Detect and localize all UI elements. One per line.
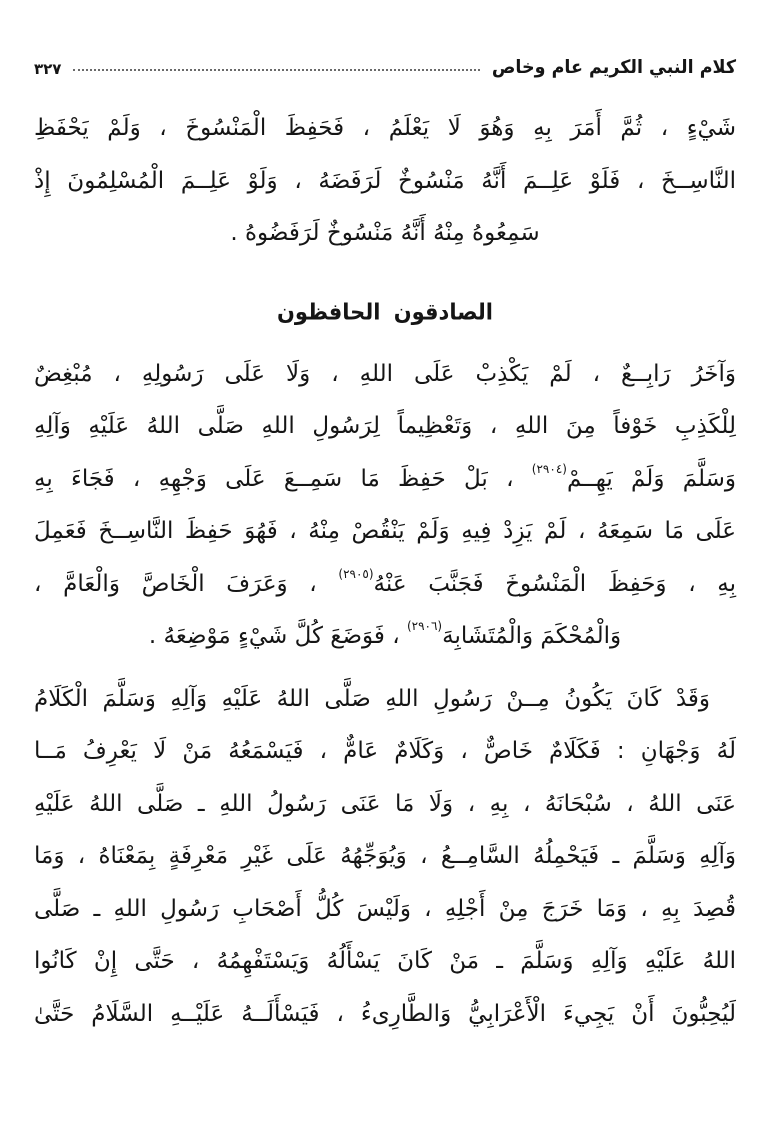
text-run: سَمِعُوهُ مِنْهُ أَنَّهُ مَنْسُوخٌ لَرَفَضُوهُ . <box>230 220 540 246</box>
text-line <box>34 453 736 506</box>
text-run: لَهُ وَجْهَانِ : فَكَلَامٌ خَاصٌّ ، وَكَلَامٌ عَامٌّ ، فَيَسْمَعُهُ مَنْ لَا يَعْرِفُ مَــا <box>34 738 736 764</box>
chapter-title: كلام النبي الكريم عام وخاص <box>491 57 736 79</box>
text-run: ، بَلْ حَفِظَ مَا سَمِــعَ عَلَى وَجْهِهِ ، فَجَاءَ بِهِ <box>34 465 532 492</box>
footnote-ref: (٢٩٠٦) <box>406 619 443 634</box>
body-text <box>34 102 736 1040</box>
footnote-ref: (٢٩٠٤) <box>531 461 567 476</box>
text-line <box>34 348 736 401</box>
text-run: وَآخَرُ رَابِــعٌ ، لَمْ يَكْذِبْ عَلَى اللهِ ، وَلَا عَلَى رَسُولِهِ ، مُبْغِضٌ <box>34 360 736 387</box>
text-run: شَيْءٍ ، ثُمَّ أَمَرَ بِهِ وَهُوَ لَا يَعْلَمُ ، فَحَفِظَ الْمَنْسُوخَ ، وَلَمْ يَحْفَظِ <box>34 115 736 141</box>
text-run: لَيُحِبُّونَ أَنْ يَجِيءَ الْأَعْرَابِيُّ وَالطَّارِىءُ ، فَيَسْأَلَــهُ عَلَيْــهِ السَّلَامُ حَتَّىٰ <box>34 1000 736 1027</box>
text-line <box>34 155 736 208</box>
dotted-leader <box>73 69 479 71</box>
text-run: اللهُ عَلَيْهِ وَآلِهِ وَسَلَّمَ ـ مَنْ كَانَ يَسْأَلُهُ وَيَسْتَفْهِمُهُ ، حَتَّى إِنْ كَانُوا <box>34 948 736 974</box>
text-run: وَقَدْ كَانَ يَكُونُ مِــنْ رَسُولِ اللهِ صَلَّى اللهُ عَلَيْهِ وَآلِهِ وَسَلَّمَ الْكَلَامُ <box>34 685 710 712</box>
page-number: ٣٢٧ <box>34 60 62 78</box>
text-line <box>34 988 736 1041</box>
text-line <box>34 610 736 663</box>
text-run: وَآلِهِ وَسَلَّمَ ـ فَيَحْمِلُهُ السَّامِــعُ ، وَيُوَجِّهُهُ عَلَى غَيْرِ مَعْرِفَةٍ بِمَعْنَاهُ ، وَمَا <box>34 843 736 869</box>
text-run: لِلْكَذِبِ خَوْفاً مِنَ اللهِ ، وَتَعْظِيماً لِرَسُولِ اللهِ صَلَّى اللهُ عَلَيْهِ وَآلِهِ <box>34 413 736 439</box>
paragraph <box>34 102 736 260</box>
text-line <box>34 883 736 936</box>
text-line <box>34 673 736 726</box>
text-run: ، وَعَرَفَ الْخَاصَّ وَالْعَامَّ ، <box>34 570 339 597</box>
text-line <box>34 400 736 453</box>
paragraph <box>34 348 736 663</box>
text-run: عَنَى اللهُ ، سُبْحَانَهُ ، بِهِ ، وَلَا مَا عَنَى رَسُولُ اللهِ ـ صَلَّى اللهُ عَلَيْهِ <box>34 790 736 817</box>
paragraph <box>34 673 736 1041</box>
text-run: وَالْمُحْكَمَ وَالْمُتَشَابِهَ <box>442 623 622 649</box>
text-run: ، فَوَضَعَ كُلَّ شَيْءٍ مَوْضِعَهُ . <box>148 623 407 649</box>
text-line <box>34 830 736 883</box>
text-run: وَسَلَّمَ وَلَمْ يَهِــمْ <box>566 465 736 492</box>
text-line <box>34 102 736 155</box>
text-run: عَلَى مَا سَمِعَهُ ، لَمْ يَزِدْ فِيهِ وَلَمْ يَنْقُصْ مِنْهُ ، فَهُوَ حَفِظَ النَّاسِــخَ فَعَمِلَ <box>34 518 736 544</box>
text-line <box>34 935 736 988</box>
text-line <box>34 207 736 260</box>
footnote-ref: (٢٩٠٥) <box>338 566 374 581</box>
text-line <box>34 558 736 611</box>
text-run: بِهِ ، وَحَفِظَ الْمَنْسُوخَ فَجَنَّبَ عَنْهُ <box>373 570 736 597</box>
text-run: قُصِدَ بِهِ ، وَمَا خَرَجَ مِنْ أَجْلِهِ ، وَلَيْسَ كُلُّ أَصْحَابِ رَسُولِ اللهِ ـ صَلَّى <box>34 895 736 922</box>
text-line <box>34 778 736 831</box>
text-line <box>34 505 736 558</box>
text-run: النَّاسِــخَ ، فَلَوْ عَلِــمَ أَنَّهُ مَنْسُوخٌ لَرَفَضَهُ ، وَلَوْ عَلِــمَ الْمُسْلِمُونَ إِذْ <box>34 167 736 194</box>
text-line <box>34 725 736 778</box>
running-header <box>34 58 736 78</box>
section-heading: الصادقون الحافظون <box>277 298 493 325</box>
